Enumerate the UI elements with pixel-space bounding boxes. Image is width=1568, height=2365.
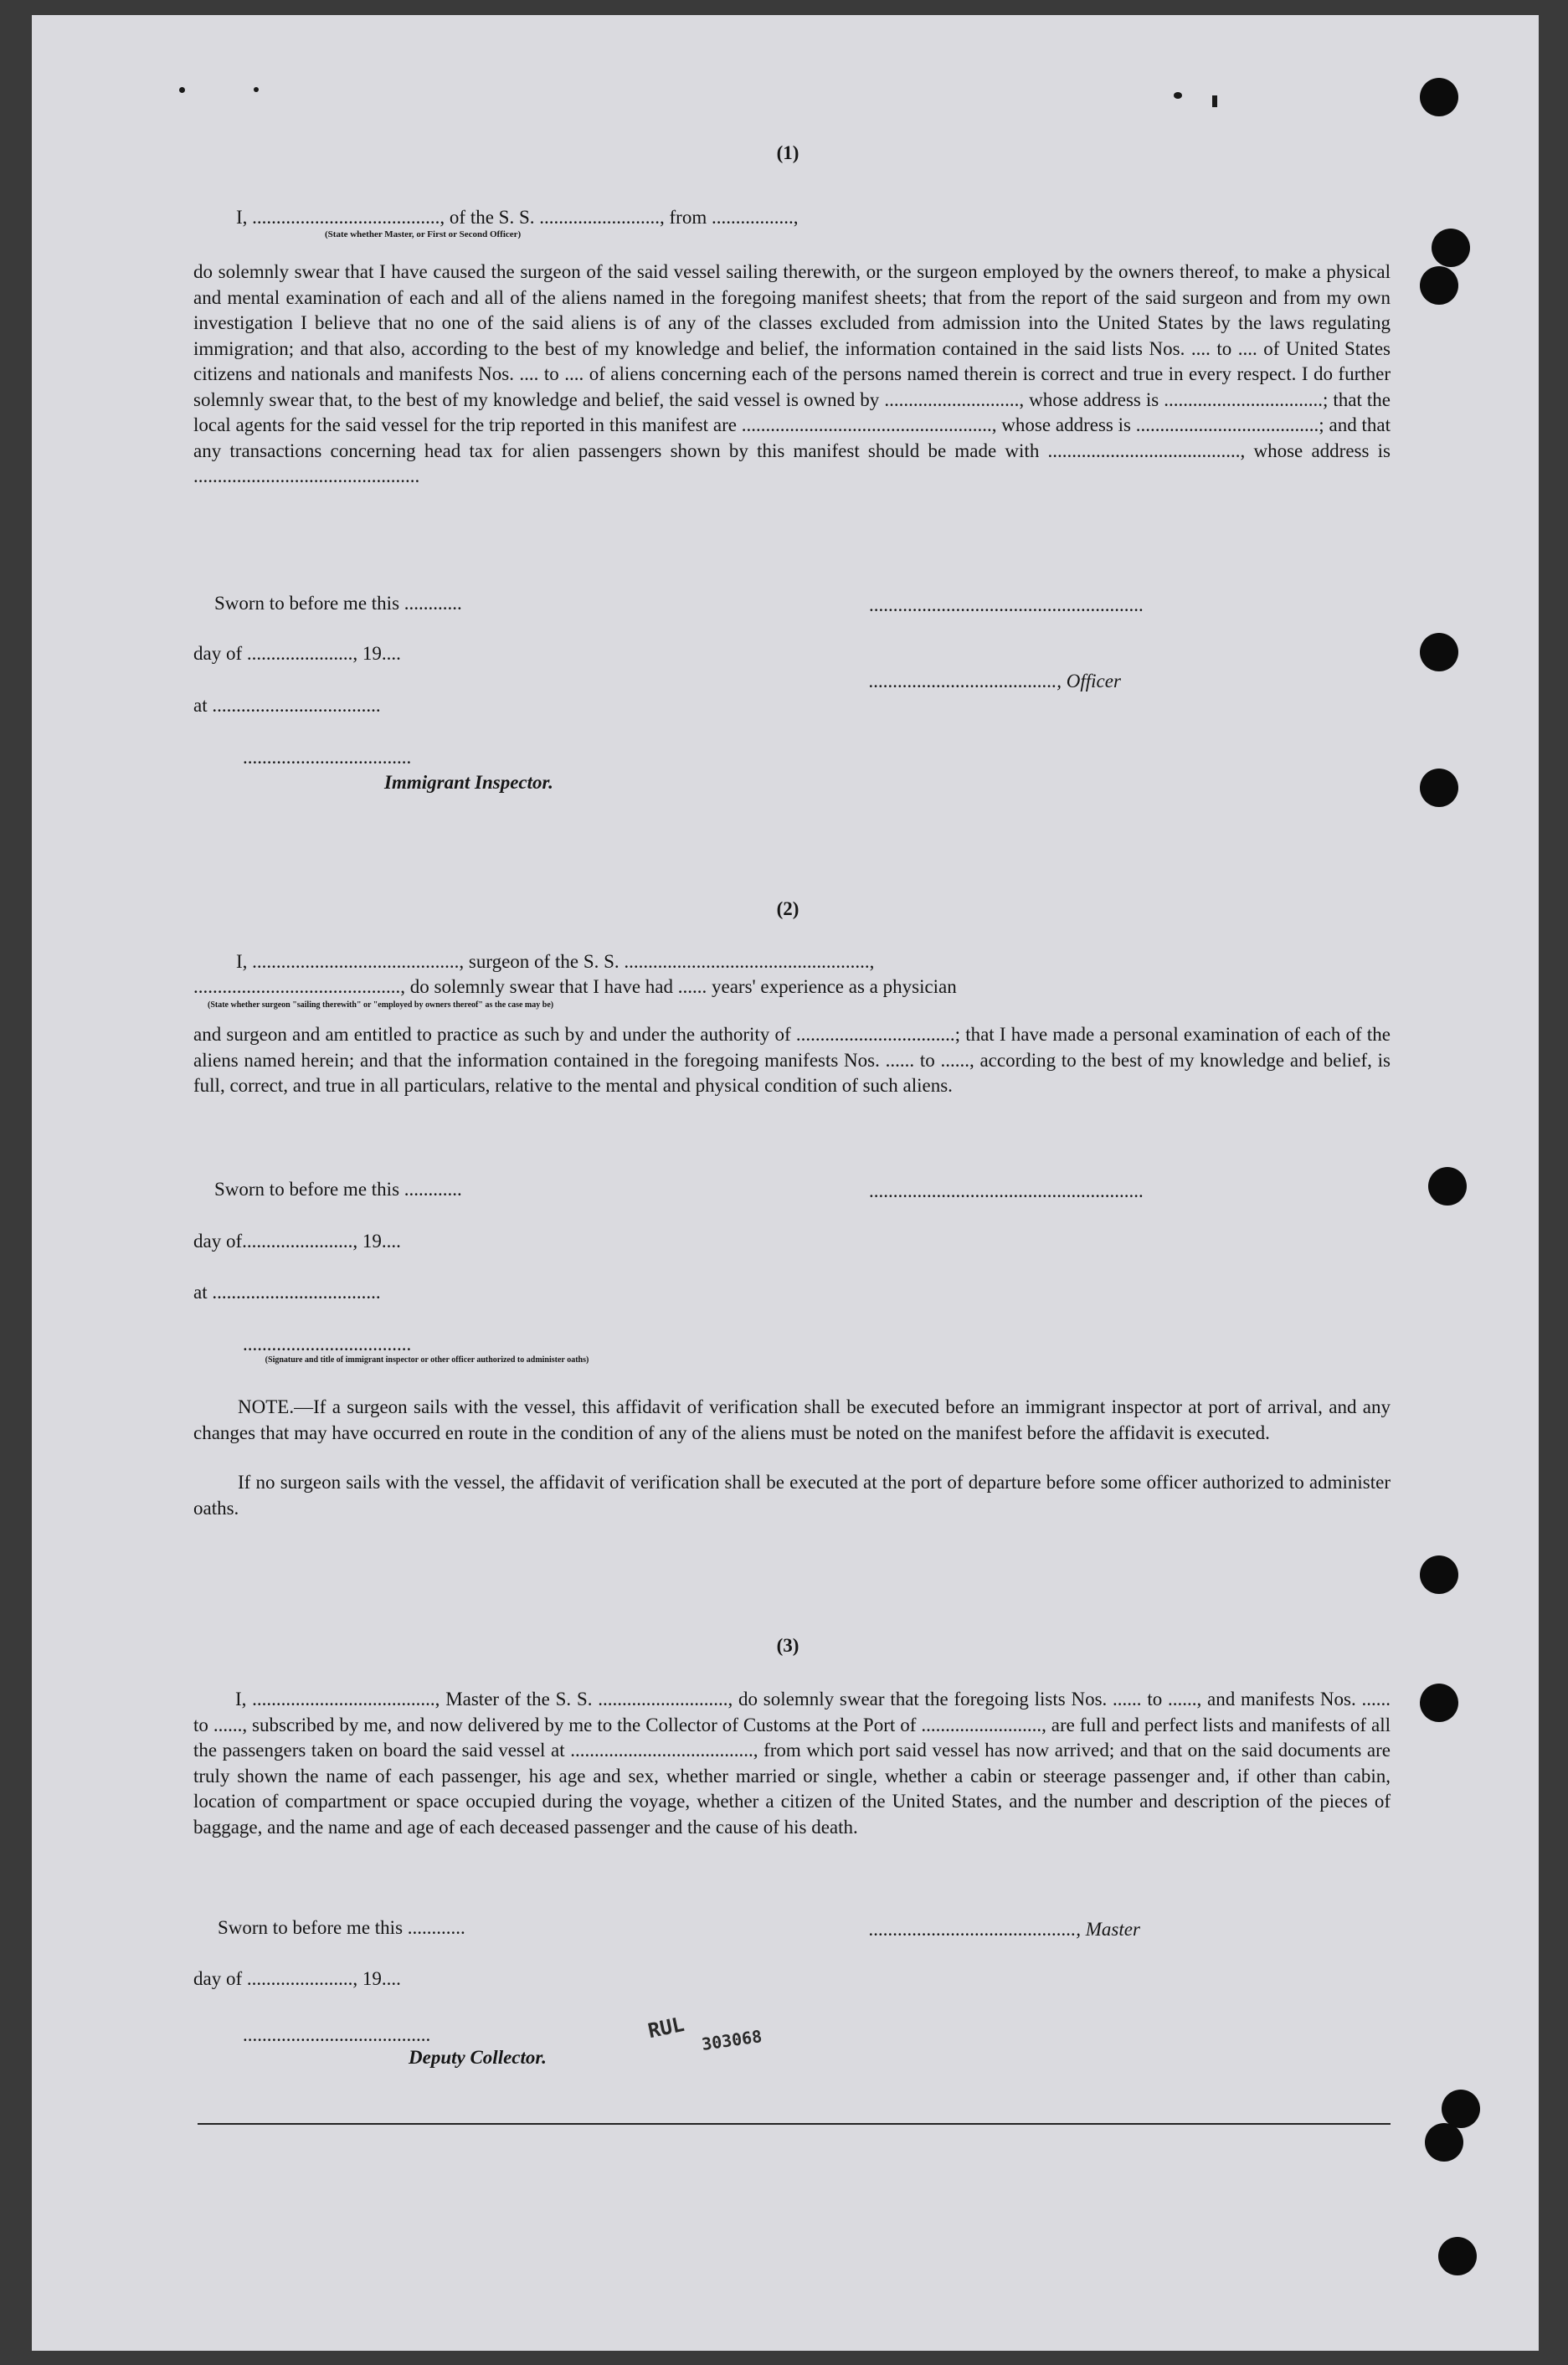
section-3-sworn-line: Sworn to before me this ............	[218, 1917, 465, 1938]
section-1-at-line: at ...................................	[193, 695, 381, 716]
section-3-deputy-signature-line: .......................................	[243, 2024, 431, 2045]
punch-hole	[1420, 769, 1458, 807]
scan-speck	[1212, 95, 1217, 107]
stamp-mark: RUL	[645, 2012, 686, 2044]
section-2-number: (2)	[776, 898, 799, 919]
scan-speck	[179, 87, 185, 93]
section-2-experience-line: ..........................................., do solemnly swear that I have had ...... years' experience as a physician	[193, 976, 957, 997]
section-3-master-line: ..........................................., Master	[869, 1919, 1140, 1940]
section-2-oath-text: and surgeon and am entitled to practice as such by and under the authority of .................................; that I have made a personal examination of each of the aliens named herein; and that the information contained in the foregoing manifests Nos. ...... to ......, according to the best of my knowledge and belief, is full, correct, and true in all particulars, relative to the mental and physical condition of such aliens.	[193, 1024, 1391, 1096]
section-3-oath-text: I, ......................................, Master of the S. S. ..........................., do solemnly swear that the foregoing lists Nos. ...... to ......, and manifests Nos. ...... to ......, subscribed by me, and now delivered by me to the Collector of Customs at the Port of ........................., are full and perfect lists and manifests of all the passengers taken on board the said vessel at ......................................, from which port said vessel has now arrived; and that on the said documents are truly shown the name of each passenger, his age and sex, whether married or single, whether a cabin or steerage passenger and, if other than cabin, location of compartment or space occupied during the voyage, whether a citizen of the United States, and the number and description of the pieces of baggage, and the name and age of each deceased passenger and the cause of his death.	[193, 1689, 1391, 1838]
section-1-day-line: day of ......................, 19....	[193, 643, 401, 664]
section-2-note-no-surgeon: If no surgeon sails with the vessel, the affidavit of verification shall be executed at the port of departure before some officer authorized to administer oaths.	[193, 1472, 1391, 1519]
punch-hole	[1428, 1167, 1467, 1206]
section-2-surgeon-line: I, ..........................................., surgeon of the S. S. ...................................................,	[236, 951, 875, 972]
scan-speck	[1174, 92, 1182, 99]
section-1-sworn-line: Sworn to before me this ............	[214, 593, 462, 614]
section-2-witness-signature-line: ...................................	[243, 1334, 412, 1355]
section-2-surgeon-signature-line: .........................................................	[869, 1180, 1144, 1201]
section-3-deputy-title: Deputy Collector.	[409, 2047, 547, 2068]
section-1-number: (1)	[776, 142, 799, 163]
section-1-oath-text: do solemnly swear that I have caused the surgeon of the said vessel sailing therewith, or the surgeon employed by the owners thereof, to make a physical and mental examination of each and all of the aliens named in the foregoing manifest sheets; that from the report of the said surgeon and from my own investigation I believe that no one of the said aliens is of any of the classes excluded from admission into the United States by the laws regulating immigration; and that also, according to the best of my knowledge and belief, the information contained in the said lists Nos. .... to .... of United States citizens and nationals and manifests Nos. .... to .... of aliens concerning each of the persons named therein is correct and true in every respect. I do further solemnly swear that, to the best of my knowledge and belief, the said vessel is owned by ............................, whose address is .................................; that the local agents for the said vessel for the trip reported in this manifest are ...................................................., whose address is ......................................; and that any transactions concerning head tax for alien passengers shown by this manifest should be made with ........................................, whose address is ...............................................	[193, 261, 1391, 486]
section-1-inspector-signature-line: ...................................	[243, 747, 412, 768]
section-2-note-surgeon-sails: NOTE.—If a surgeon sails with the vessel, this affidavit of verification shall be executed before an immigrant inspector at port of arrival, and any changes that may have occurred en route in the condition of any of the aliens must be noted on the manifest before the affidavit is executed.	[193, 1396, 1391, 1443]
manifest-affidavit-page	[32, 15, 1539, 2351]
punch-hole	[1432, 229, 1470, 267]
section-2-sworn-line: Sworn to before me this ............	[214, 1179, 462, 1200]
section-2-surgeon-caption: (State whether surgeon "sailing therewith" or "employed by owners thereof" as the case may be)	[208, 1000, 554, 1010]
section-2-day-line: day of......................., 19....	[193, 1231, 401, 1252]
section-3-number: (3)	[776, 1635, 799, 1656]
punch-hole	[1442, 2090, 1480, 2128]
punch-hole	[1420, 266, 1458, 305]
punch-hole	[1438, 2237, 1477, 2275]
punch-hole	[1420, 633, 1458, 671]
punch-hole	[1425, 2123, 1463, 2162]
scan-speck	[254, 87, 259, 92]
bottom-rule	[198, 2123, 1391, 2125]
section-1-declarant-line: I, ......................................., of the S. S. ........................., from .................,	[236, 207, 799, 228]
section-1-declarant-caption: (State whether Master, or First or Second Officer)	[325, 229, 522, 239]
punch-hole	[1420, 1555, 1458, 1594]
section-1-officer-line: ......................................., Officer	[869, 671, 1121, 692]
stamp-number: 303068	[700, 2026, 763, 2054]
punch-hole	[1420, 78, 1458, 116]
section-2-at-line: at ...................................	[193, 1282, 381, 1303]
punch-hole	[1420, 1684, 1458, 1722]
section-2-witness-caption: (Signature and title of immigrant inspector or other officer authorized to administer oaths)	[265, 1355, 589, 1365]
section-1-officer-signature-line: .........................................................	[869, 594, 1144, 615]
section-1-inspector-title: Immigrant Inspector.	[384, 772, 553, 793]
section-3-day-line: day of ......................, 19....	[193, 1968, 401, 1989]
